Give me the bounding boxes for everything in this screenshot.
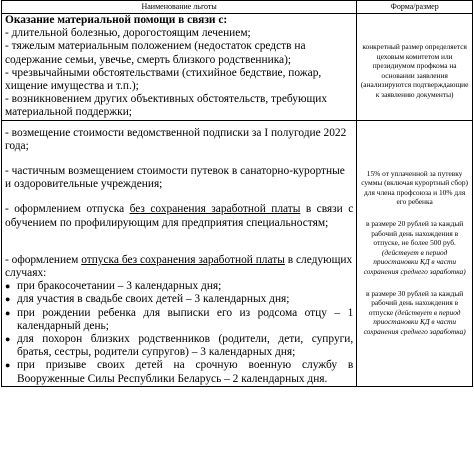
voucher-form-text: 15% от уплаченной за путевку суммы (включая курортный сбор) для члена профсоюза и 10% для его ребенка bbox=[361, 168, 469, 207]
header-form-size: Форма/размер bbox=[357, 1, 473, 14]
material-aid-item: - возникновением других объективных обстоятельств, требующих материальной поддержки; bbox=[5, 93, 328, 119]
bullet-icon: ● bbox=[5, 360, 11, 371]
material-aid-item: - тяжелым материальным положением (недостаток средств на содержание семьи, увечье, смерть близкого родственника); bbox=[5, 40, 306, 66]
table-row bbox=[2, 14, 473, 121]
unpaid-leave-text: - оформлением отпуска без сохранения заработной платы в следующих случаях: bbox=[5, 253, 353, 280]
bullet-icon: ● bbox=[5, 281, 11, 292]
material-aid-item: - длительной болезнью, дорогостоящим лечением; bbox=[5, 27, 251, 40]
table-row bbox=[2, 120, 473, 386]
benefit-cell-material-aid bbox=[2, 14, 357, 121]
material-aid-item: - чрезвычайными обстоятельствами (стихийное бедствие, пожар, хищение имущества и т.п.); bbox=[5, 66, 322, 93]
bullet-icon: ● bbox=[5, 294, 11, 305]
bullet-icon: ● bbox=[5, 334, 11, 345]
leave-case-item: ● при призыве своих детей на срочную военную службу в Вооруженные Силы Республики Беларусь – 2 календарных дня. bbox=[5, 359, 354, 385]
form-cell-other bbox=[357, 120, 473, 386]
benefits-table bbox=[1, 0, 473, 387]
header-benefit-name: Наименование льготы bbox=[2, 1, 357, 14]
subscription-text: - возмещение стоимости ведомственной подписки за I полугодие 2022 года; bbox=[5, 126, 347, 152]
leave-case-item: ● при бракосочетании – 3 календарных дня; bbox=[5, 280, 222, 293]
vouchers-text: - частичным возмещением стоимости путевок в санаторно-курортные и оздоровительные учреждения; bbox=[5, 165, 345, 191]
material-aid-title: Оказание материальной помощи в связи с: bbox=[5, 14, 228, 26]
leave-case-item: ● для похорон близких родственников (родители, дети, супруги, братья, сестры, родители супругов) – 3 календарных дня; bbox=[5, 333, 354, 359]
study-leave-form-text: в размере 20 рублей за каждый рабочий день нахождения в отпуске, не более 500 руб. (действует в период приостановки КД в части сохранения среднего заработка) bbox=[363, 219, 466, 276]
table-header-row bbox=[2, 1, 473, 14]
study-leave-text: - оформлением отпуска без сохранения заработной платы в связи с обучением по профилирующим для предприятия специальностям; bbox=[5, 203, 354, 229]
benefit-cell-other bbox=[2, 120, 357, 386]
leave-case-item: ● для участия в свадьбе своих детей – 3 календарных дня; bbox=[5, 293, 290, 306]
bullet-icon: ● bbox=[5, 307, 11, 318]
leave-case-item: ● при рождении ребенка для выписки его из родсома отцу – 1 календарный день; bbox=[5, 306, 354, 332]
unpaid-leave-form-text: в размере 30 рублей за каждый рабочий день нахождения в отпуске (действует в период приостановки КД в части сохранения среднего заработка) bbox=[363, 288, 466, 336]
material-aid-form-text: конкретный размер определяется цеховым комитетом или президиумом профкома на основании заявления (анализируются подтверждающие к заявлению документы) bbox=[360, 42, 469, 99]
form-cell-material-aid bbox=[357, 14, 473, 121]
